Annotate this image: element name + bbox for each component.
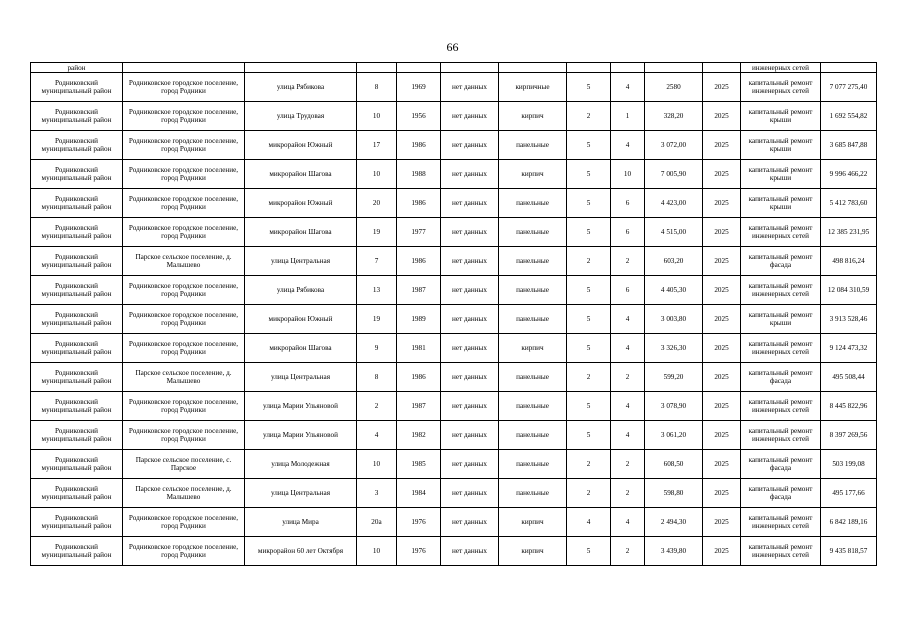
cell-district: Родниковский муниципальный район [31,421,123,450]
cell-settlement: Родниковское городское поселение, город Родники [123,102,245,131]
table-row [31,450,877,479]
cell-district: Родниковский муниципальный район [31,363,123,392]
cell-street: улица Марии Ульяновой [245,392,357,421]
cell-repair-year: 2025 [703,363,741,392]
cell-wall-material: кирпичные [499,73,567,102]
cell-wall-material: кирпич [499,160,567,189]
table-row [31,363,877,392]
cell-street: микрорайон Южный [245,189,357,218]
cell-floors: 5 [567,392,611,421]
cell-cost: 3 913 528,46 [821,305,877,334]
cell-year-built: 1986 [397,247,441,276]
cell-year-built: 1987 [397,276,441,305]
cell-year-renovation: нет данных [441,421,499,450]
table-row-continuation [31,63,877,73]
table-body [31,63,877,566]
cell-district: Родниковский муниципальный район [31,392,123,421]
cell-house-number: 19 [357,305,397,334]
cell-work-tail: инженерных сетей [741,63,821,73]
cell-year-renovation: нет данных [441,508,499,537]
cell-district: Родниковский муниципальный район [31,479,123,508]
cell-area: 3 326,30 [645,334,703,363]
cell-year-built: 1976 [397,508,441,537]
cell-entrances: 4 [611,508,645,537]
cell-wall-material: кирпич [499,537,567,566]
cell-street: улица Центральная [245,479,357,508]
cell-repair-year: 2025 [703,479,741,508]
cell-year-renovation: нет данных [441,334,499,363]
capital-repair-table [30,62,877,566]
cell-settlement: Родниковское городское поселение, город Родники [123,508,245,537]
cell-repair-year: 2025 [703,334,741,363]
cell-work-type: капитальный ремонт инженерных сетей [741,73,821,102]
cell-wall-material: панельные [499,131,567,160]
cell-area: 328,20 [645,102,703,131]
cell-repair-year: 2025 [703,189,741,218]
cell-year-renovation: нет данных [441,73,499,102]
cell-wall-material: панельные [499,305,567,334]
cell-settlement: Родниковское городское поселение, город Родники [123,73,245,102]
cell-repair-year: 2025 [703,421,741,450]
cell-entrances: 6 [611,276,645,305]
cell-repair-year: 2025 [703,537,741,566]
cell-entrances: 4 [611,421,645,450]
cell-district: Родниковский муниципальный район [31,334,123,363]
cell-work-type: капитальный ремонт фасада [741,479,821,508]
cell-year-built: 1986 [397,363,441,392]
cell-work-type: капитальный ремонт инженерных сетей [741,276,821,305]
cell-wall-material: панельные [499,363,567,392]
cell-cost: 6 842 189,16 [821,508,877,537]
table-row [31,508,877,537]
cell-year-renovation: нет данных [441,247,499,276]
cell-district: Родниковский муниципальный район [31,73,123,102]
cell-street: микрорайон Шагова [245,160,357,189]
table-row [31,131,877,160]
cell-district: Родниковский муниципальный район [31,450,123,479]
cell-wall-material: панельные [499,247,567,276]
cell-year-renovation: нет данных [441,363,499,392]
cell-house-number: 8 [357,363,397,392]
cell-repair-year: 2025 [703,305,741,334]
cell-year-built: 1988 [397,160,441,189]
page-number: 66 [446,40,459,54]
cell-settlement: Парское сельское поселение, д. Малышево [123,363,245,392]
cell-repair-year: 2025 [703,73,741,102]
cell-year-built: 1976 [397,537,441,566]
cell-cost: 495 177,66 [821,479,877,508]
cell-wall-material: кирпич [499,102,567,131]
table-row [31,102,877,131]
cell-year-renovation: нет данных [441,450,499,479]
cell-cost: 1 692 554,82 [821,102,877,131]
cell-entrances: 2 [611,247,645,276]
cell-street: улица Рябикова [245,73,357,102]
cell-district: Родниковский муниципальный район [31,218,123,247]
cell-repair-year: 2025 [703,508,741,537]
cell-area: 3 003,80 [645,305,703,334]
cell-year-renovation: нет данных [441,392,499,421]
table-row [31,160,877,189]
cell-entrances: 2 [611,479,645,508]
cell-house-number: 10 [357,450,397,479]
cell-district: Родниковский муниципальный район [31,508,123,537]
cell-entrances: 4 [611,392,645,421]
cell-floors: 4 [567,508,611,537]
cell-house-number: 2 [357,392,397,421]
cell-cost: 7 077 275,40 [821,73,877,102]
cell-house-number: 13 [357,276,397,305]
cell-repair-year: 2025 [703,102,741,131]
cell-district: Родниковский муниципальный район [31,305,123,334]
cell-floors: 2 [567,102,611,131]
cell-repair-year: 2025 [703,450,741,479]
cell-settlement: Родниковское городское поселение, город Родники [123,160,245,189]
cell-work-type: капитальный ремонт инженерных сетей [741,537,821,566]
cell-house-number: 10 [357,102,397,131]
cell-street: микрорайон 60 лет Октября [245,537,357,566]
cell-work-type: капитальный ремонт инженерных сетей [741,421,821,450]
cell-cost: 8 397 269,56 [821,421,877,450]
cell-wall-material: панельные [499,392,567,421]
cell-area: 4 423,00 [645,189,703,218]
cell-area: 2 494,30 [645,508,703,537]
cell-street: микрорайон Шагова [245,334,357,363]
cell-district: Родниковский муниципальный район [31,160,123,189]
cell-house-number: 10 [357,537,397,566]
cell-street: улица Рябикова [245,276,357,305]
cell-cost: 5 412 783,60 [821,189,877,218]
table-row [31,479,877,508]
cell-year-built: 1969 [397,73,441,102]
cell-year-renovation: нет данных [441,160,499,189]
cell-work-type: капитальный ремонт инженерных сетей [741,334,821,363]
cell-cost: 3 685 847,88 [821,131,877,160]
cell-settlement: Парское сельское поселение, д. Малышево [123,479,245,508]
cell-entrances: 4 [611,131,645,160]
cell-year-built: 1989 [397,305,441,334]
cell-floors: 5 [567,334,611,363]
cell-entrances: 2 [611,363,645,392]
cell-floors: 5 [567,218,611,247]
cell-work-type: капитальный ремонт крыши [741,305,821,334]
cell-year-renovation: нет данных [441,131,499,160]
cell-wall-material: панельные [499,276,567,305]
table-row [31,218,877,247]
cell-wall-material: панельные [499,450,567,479]
cell-district-tail: район [31,63,123,73]
cell-cost: 498 816,24 [821,247,877,276]
cell-area: 2580 [645,73,703,102]
cell-repair-year: 2025 [703,218,741,247]
cell-area: 3 439,80 [645,537,703,566]
cell-cost: 495 508,44 [821,363,877,392]
cell-work-type: капитальный ремонт фасада [741,247,821,276]
cell-entrances: 4 [611,305,645,334]
cell-cost: 8 445 822,96 [821,392,877,421]
cell-area: 3 061,20 [645,421,703,450]
cell-settlement: Родниковское городское поселение, город Родники [123,392,245,421]
cell-entrances: 4 [611,73,645,102]
cell-year-built: 1986 [397,131,441,160]
cell-district: Родниковский муниципальный район [31,247,123,276]
cell-floors: 5 [567,537,611,566]
cell-cost: 12 385 231,95 [821,218,877,247]
cell-street: улица Марии Ульяновой [245,421,357,450]
cell-house-number: 17 [357,131,397,160]
cell-year-built: 1977 [397,218,441,247]
cell-cost: 503 199,08 [821,450,877,479]
cell-area: 3 072,00 [645,131,703,160]
cell-repair-year: 2025 [703,131,741,160]
cell-year-built: 1984 [397,479,441,508]
cell-area: 3 078,90 [645,392,703,421]
cell-entrances: 6 [611,189,645,218]
table-row [31,392,877,421]
cell-work-type: капитальный ремонт фасада [741,450,821,479]
cell-wall-material: панельные [499,479,567,508]
cell-floors: 2 [567,247,611,276]
table-row [31,189,877,218]
cell-work-type: капитальный ремонт инженерных сетей [741,218,821,247]
cell-cost: 12 084 310,59 [821,276,877,305]
cell-year-renovation: нет данных [441,305,499,334]
cell-year-built: 1987 [397,392,441,421]
cell-year-renovation: нет данных [441,276,499,305]
cell-repair-year: 2025 [703,276,741,305]
cell-year-renovation: нет данных [441,537,499,566]
cell-work-type: капитальный ремонт крыши [741,131,821,160]
cell-floors: 5 [567,305,611,334]
cell-floors: 5 [567,189,611,218]
cell-floors: 2 [567,450,611,479]
cell-settlement: Родниковское городское поселение, город Родники [123,131,245,160]
cell-street: улица Молодежная [245,450,357,479]
cell-settlement: Родниковское городское поселение, город Родники [123,421,245,450]
cell-area: 4 405,30 [645,276,703,305]
cell-house-number: 19 [357,218,397,247]
cell-cost: 9 435 818,57 [821,537,877,566]
cell-house-number: 7 [357,247,397,276]
cell-year-built: 1985 [397,450,441,479]
cell-work-type: капитальный ремонт фасада [741,363,821,392]
cell-work-type: капитальный ремонт крыши [741,189,821,218]
table-row [31,537,877,566]
cell-wall-material: панельные [499,218,567,247]
cell-year-renovation: нет данных [441,189,499,218]
table-row [31,247,877,276]
cell-settlement: Родниковское городское поселение, город Родники [123,305,245,334]
cell-work-type: капитальный ремонт крыши [741,102,821,131]
cell-house-number: 10 [357,160,397,189]
cell-year-renovation: нет данных [441,218,499,247]
cell-floors: 5 [567,276,611,305]
cell-year-renovation: нет данных [441,479,499,508]
cell-settlement: Родниковское городское поселение, город Родники [123,334,245,363]
cell-settlement: Родниковское городское поселение, город Родники [123,537,245,566]
cell-wall-material: панельные [499,189,567,218]
cell-floors: 5 [567,421,611,450]
cell-settlement: Парское сельское поселение, с. Парское [123,450,245,479]
cell-settlement: Парское сельское поселение, д. Малышево [123,247,245,276]
cell-area: 4 515,00 [645,218,703,247]
cell-district: Родниковский муниципальный район [31,102,123,131]
cell-house-number: 4 [357,421,397,450]
cell-street: микрорайон Южный [245,131,357,160]
cell-wall-material: панельные [499,421,567,450]
cell-area: 599,20 [645,363,703,392]
cell-district: Родниковский муниципальный район [31,131,123,160]
cell-area: 608,50 [645,450,703,479]
table-row [31,276,877,305]
cell-floors: 5 [567,160,611,189]
cell-street: улица Мира [245,508,357,537]
cell-entrances: 2 [611,537,645,566]
cell-floors: 5 [567,131,611,160]
cell-area: 603,20 [645,247,703,276]
cell-area: 7 005,90 [645,160,703,189]
table-row [31,305,877,334]
cell-area: 598,80 [645,479,703,508]
cell-cost: 9 996 466,22 [821,160,877,189]
cell-work-type: капитальный ремонт инженерных сетей [741,508,821,537]
cell-year-built: 1956 [397,102,441,131]
cell-wall-material: кирпич [499,334,567,363]
cell-floors: 5 [567,73,611,102]
cell-floors: 2 [567,363,611,392]
cell-street: микрорайон Шагова [245,218,357,247]
cell-district: Родниковский муниципальный район [31,276,123,305]
table-row [31,421,877,450]
cell-work-type: капитальный ремонт инженерных сетей [741,392,821,421]
table-row [31,73,877,102]
cell-street: улица Центральная [245,247,357,276]
cell-district: Родниковский муниципальный район [31,537,123,566]
cell-repair-year: 2025 [703,160,741,189]
cell-work-type: капитальный ремонт крыши [741,160,821,189]
cell-street: улица Трудовая [245,102,357,131]
cell-street: микрорайон Южный [245,305,357,334]
cell-house-number: 20 [357,189,397,218]
cell-district: Родниковский муниципальный район [31,189,123,218]
cell-entrances: 4 [611,334,645,363]
cell-entrances: 10 [611,160,645,189]
cell-year-built: 1986 [397,189,441,218]
cell-year-built: 1981 [397,334,441,363]
cell-floors: 2 [567,479,611,508]
cell-cost: 9 124 473,32 [821,334,877,363]
cell-house-number: 9 [357,334,397,363]
cell-house-number: 3 [357,479,397,508]
cell-year-built: 1982 [397,421,441,450]
cell-house-number: 20а [357,508,397,537]
cell-entrances: 1 [611,102,645,131]
cell-settlement: Родниковское городское поселение, город Родники [123,218,245,247]
cell-repair-year: 2025 [703,247,741,276]
table-row [31,334,877,363]
cell-year-renovation: нет данных [441,102,499,131]
cell-repair-year: 2025 [703,392,741,421]
cell-wall-material: кирпич [499,508,567,537]
cell-street: улица Центральная [245,363,357,392]
cell-settlement: Родниковское городское поселение, город Родники [123,189,245,218]
cell-house-number: 8 [357,73,397,102]
cell-settlement: Родниковское городское поселение, город Родники [123,276,245,305]
cell-entrances: 2 [611,450,645,479]
cell-entrances: 6 [611,218,645,247]
